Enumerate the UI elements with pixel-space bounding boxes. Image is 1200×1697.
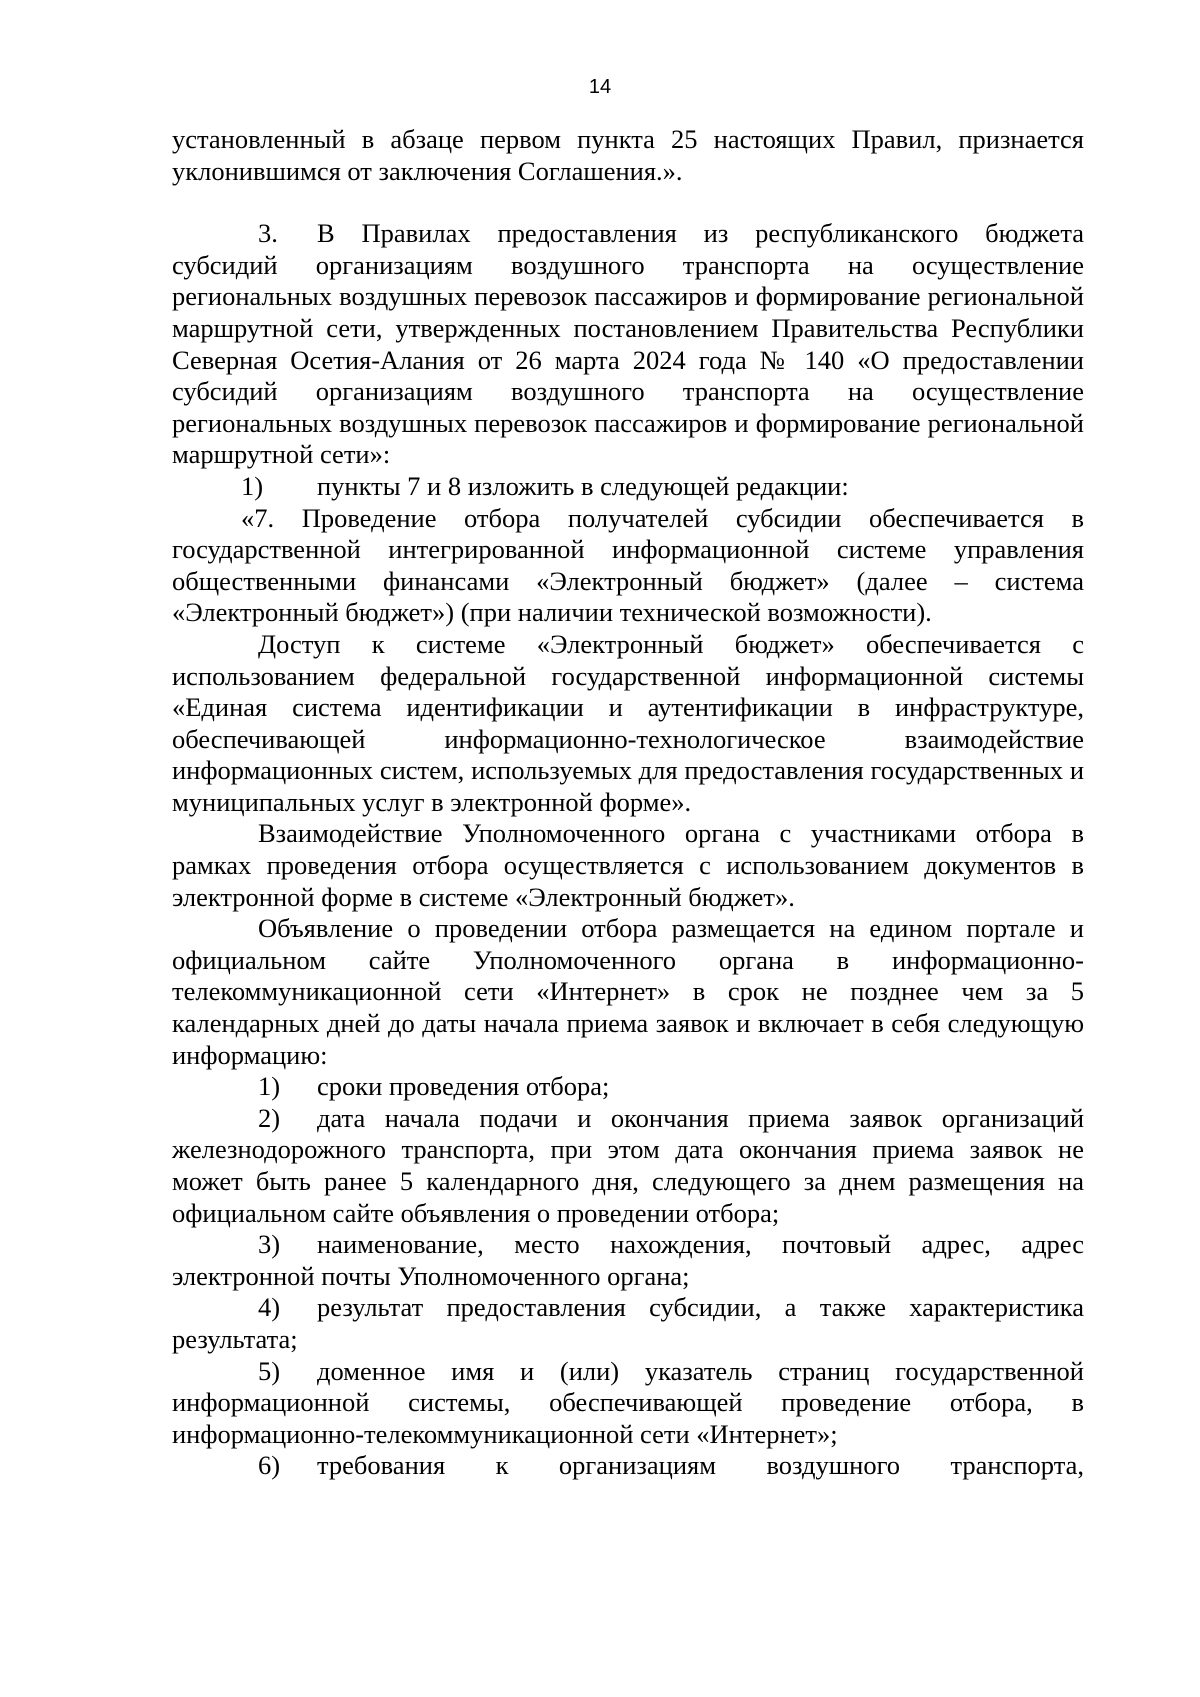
list-item-lead <box>172 1071 317 1103</box>
list-item-number: 4) <box>258 1292 281 1323</box>
list-item-number: 5) <box>258 1355 281 1386</box>
item-3-paragraph <box>172 218 1084 471</box>
list-item-text: дата начала подачи и окончания приема заявок организаций железнодорожного транспорта, при этом дата окончания приема заявок не может быть ранее 5 календарного дня, следующего за днем размещения на официальном сайте объявления о проведении отбора; <box>172 1102 1084 1228</box>
interaction-paragraph: Взаимодействие Уполномоченного органа с участниками отбора в рамках проведения отбора осуществляется с использованием документов в электронной форме в системе «Электронный бюджет». <box>172 818 1084 912</box>
list-item <box>172 1292 1084 1355</box>
subitem-1-number: 1) <box>241 470 264 501</box>
announcement-paragraph: Объявление о проведении отбора размещается на едином портале и официальном сайте Уполномоченного органа в информационно-телекоммуникационной сети «Интернет» в срок не позднее чем за 5 календарных дней до даты начала приема заявок и включает в себя следующую информацию: <box>172 913 1084 1070</box>
list-item-lead <box>172 1229 317 1261</box>
list-item-lead <box>172 1450 317 1482</box>
paragraph-7: «7. Проведение отбора получателей субсидии обеспечивается в государственной интегрированной информационной системе управления общественными финансами «Электронный бюджет» (далее – система «Электронный бюджет») (при наличии технической возможности). <box>172 502 1084 628</box>
list-item <box>172 1356 1084 1451</box>
paragraph-gap <box>172 187 1084 218</box>
list-item <box>172 1229 1084 1292</box>
item-3-lead <box>172 218 317 250</box>
document-body <box>172 124 1084 1482</box>
list-item <box>172 1071 1084 1103</box>
page-number: 14 <box>588 76 612 98</box>
list-item-lead <box>172 1292 317 1324</box>
list-item-number: 3) <box>258 1229 281 1260</box>
list-item <box>172 1450 1084 1482</box>
list-item-text: доменное имя и (или) указатель страниц государственной информационной системы, обеспечивающей проведение отбора, в информационно-телекоммуникационной сети «Интернет»; <box>172 1355 1084 1449</box>
list-item-number: 2) <box>258 1102 281 1133</box>
item-3-number: 3. <box>258 218 278 249</box>
list-item-number: 1) <box>258 1071 281 1102</box>
list-item-text: результат предоставления субсидии, а также характеристика результата; <box>172 1292 1084 1354</box>
access-paragraph: Доступ к системе «Электронный бюджет» обеспечивается с использованием федеральной государственной информационной системы «Единая система идентификации и аутентификации в инфраструктуре, обеспечивающей информационно-технологическое взаимодействие информационных систем, используемых для предоставления государственных и муниципальных услуг в электронной форме». <box>172 628 1084 817</box>
subitem-1-text: пункты 7 и 8 изложить в следующей редакции: <box>317 470 849 501</box>
item-3-text: В Правилах предоставления из республиканского бюджета субсидий организациям воздушного транспорта на осуществление региональных воздушных перевозок пассажиров и формирование региональной маршрутной сети, утвержденных постановлением Правительства Республики Северная Осетия-Алания от 26 марта 2024 года № 140 «О предоставлении субсидий организациям воздушного транспорта на осуществление региональных воздушных перевозок пассажиров и формирование региональной маршрутной сети»: <box>172 218 1084 470</box>
list-item-text: сроки проведения отбора; <box>317 1071 610 1102</box>
list-item-number: 6) <box>258 1450 281 1481</box>
subitem-1-line <box>172 471 1084 503</box>
list-item-text: требования к организациям воздушного транспорта, <box>317 1450 1084 1481</box>
list-item <box>172 1103 1084 1229</box>
list-item-lead <box>172 1356 317 1388</box>
continuation-paragraph: установленный в абзаце первом пункта 25 настоящих Правил, признается уклонившимся от заключения Соглашения.». <box>172 124 1084 186</box>
list-item-lead <box>172 1103 317 1135</box>
list-item-text: наименование, место нахождения, почтовый адрес, адрес электронной почты Уполномоченного органа; <box>172 1229 1084 1291</box>
